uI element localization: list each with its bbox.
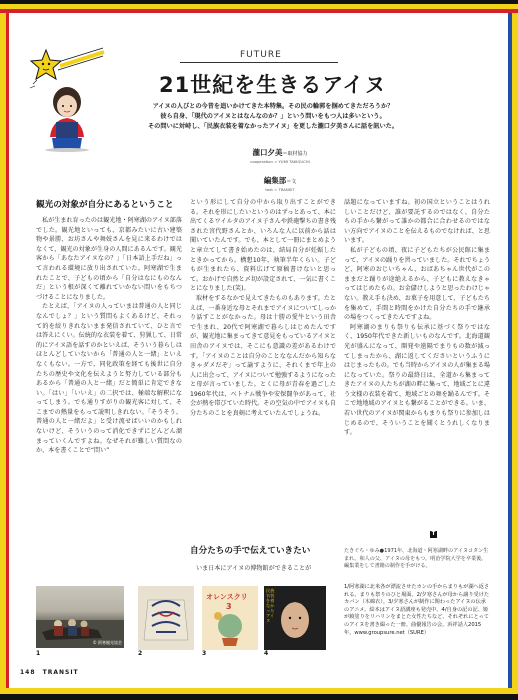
photo-number: 4 [264, 650, 269, 657]
section-rule [180, 62, 338, 63]
editor-sub: text = TRANSIT [265, 187, 295, 192]
book-number: 3 [226, 602, 232, 611]
border-left-red [6, 13, 9, 688]
photo-4 [264, 586, 326, 650]
credits [230, 140, 330, 192]
column-2 [190, 198, 336, 419]
border-top-red [0, 9, 518, 13]
lead-text [108, 102, 438, 132]
paragraph: 阿寒湖のまりも祭りも伝承に基づく祭りではなく、1950年代できた新しいものなんです。北海道観光が盛んになって、開発や遠隔でまりもの数が減ってしまったから、湖に返してくださいというふうにはじまったもの。でも当時からアイヌの人が集まる場になっていた。祭りの最終日は、全道から集まってきたアイヌの人たちが湖の畔に集って、地域ごとに違う文様の衣装を着て、地域ごとの舞を踊るんです。そこで地地域のアイヌとも繋がることができる。いま、若い世代のアイヌが関東からもまりも祭りに参加しはじめるので、そういうことを聞くとうれしくなります。 [344, 323, 490, 437]
column-2b [190, 564, 336, 574]
book-title: 民族衣装を着なかったアイヌ [266, 588, 275, 623]
lead-line: 彼ら自身、「現代のアイヌとはなんなのか？」という問いをもつ人は多いという。 [160, 113, 386, 120]
editor-role: ＝文 [286, 179, 297, 185]
photo-number: 3 [202, 650, 207, 657]
column-1 [36, 216, 182, 456]
book-title: オレンスクリ [206, 593, 248, 601]
article-page [20, 22, 498, 678]
paragraph: いま日本にアイヌの博物館ができることが [196, 565, 312, 572]
border-right-yellow [512, 13, 518, 688]
heading-tourism: 観光の対象が自分にあるということ [36, 200, 174, 210]
photo-captions: 1/阿寒湖に北米各が漂流させたカンの手からまりもが湖へ返される。まりも祭りのひと場面。2/夕寒さんが母から譲り受けたカバン（木綿衣）。3/夕寒さんが制作に関わったアイヌの伝承のアニメ。絵本はアイヌ語講座も発売中。4/自身の記の記、姫が鏡塗りをリハリンをまとた女性たちなど、それぞれにとってのアイヌを書き綴った一冊。曲優報告の会。浜祥話人2015年。www.groupsure.net（SURE） [344, 584, 490, 636]
paragraph: 話題になっていますね。初の国立ということはうれしいことだけど、誰が要託するのではなく、自分たちの手から繋がって誰かの都合に合わせるのではない方向でアイヌのことを伝えるものでなければ、と思います。 [344, 199, 490, 245]
photo-2 [138, 586, 194, 650]
paragraph: 私が子どもの頃、夜に子どもたちが公民館に集まって、アイヌの踊りを習っていました。それでちょうど、阿寒のおじいちゃん、おばあちゃん世代がこのままだと踊りが途絶えるから、子どもに教えなきゃってはじめたもの。お金儲けしようと思ったわけじゃない。教え手も決め、お菓子を用意して、子どもたちを集めて、手間と時間をかけた自分たちの手で継承の場をつくってきたんですよね。 [344, 246, 491, 322]
paragraph: たとえば、「アイヌの人っていまは普通の人と同じなんでしょ？」という質問もよくあるけど、それって的を絞りきれないまま発信されていて、ひと言では答えにくい。伝統的な衣装を着て、狩猟して、日常的にアイヌ語を話すのかといえば、そういう暮らしはほとんどしていないから「普通の人と一緒」といえなくもない。一方で、同化政策を経ても後世に自分たちの歴史や文化を伝えようと努力している部分もあるから「普通の人と一緒」だと簡単に肯定できない。「はい」「いいえ」の二択では、極端な解釈になってしまう。でも通りすがりの観光客に対して、そこまでの熱量をもって説明しきれない。「そうそう、普通の人と一緒だよ」と受け流せばいいのかもしれないけど、そういうのって消化できずにどんどん溜まっていくんですよね。なぜそれが難しい質問なのか、本を書くことで“問い” [36, 303, 183, 455]
paragraph: 私が生まれ育ったのは観光地・阿寒湖のアイヌ部落でした。観光地といっても、京都みたいに古い建築物や景勝、お坊さんや舞妓さんを見に来るわけではなくて、観光の対象が生身の人間にあるんです。観光客から「あなたアイヌなの？」「日本語上手だね」って言われる環境に放り出されていた。阿寒湖で生まれたことで、子どもの頃から「自分はなにものなんだ」という根が深くて離れていかない問いをもちつづけることになりました。 [36, 217, 182, 301]
photo-credit: © 阿寒観光協会 [92, 640, 122, 645]
photo-number: 2 [138, 650, 143, 657]
page-title: 21世紀を生きるアイヌ [159, 73, 387, 97]
portrait-illustration [32, 82, 102, 152]
column-3 [344, 198, 490, 438]
paragraph: という形にして自分の中から取り出すことができる。それを形にしたいというのはずっとあって、本に出てくるワイルタのアイヌ子さんや鉄砲撃ちの書き残された宮代野さんとか、いろんな人に以前から話は聞いていたんです。でも、本として一冊にまとめようと章立てして書き始めたのは、結局自分が妊娠したときかってから。構想10年、執筆半年くらい。子どもが生まれたら、資料広げて原稿書けないと思って。おかげで自然と〆切が設定されて、一気に書くことになりました(笑)。 [190, 199, 337, 293]
photo-3 [202, 586, 258, 650]
photo-number: 1 [36, 650, 41, 657]
end-mark: T [431, 531, 436, 537]
profile: たきぐち・ゆみ●1971年、北海道・阿寒湖畔のアイヌコタン生まれ。和人の父、アイヌの母をもつ。明治学院大学を卒業後、編集業をして書籍の制作を手がける。 [344, 548, 489, 570]
lead-line: その問いに対峙し、「民族衣装を着なかったアイヌ」を更した瀧口夕美さんに話を訊いた。 [147, 123, 399, 130]
border-bottom-yellow [0, 688, 518, 694]
heading-transmit: 自分たちの手で伝えていきたい [190, 546, 311, 556]
border-bottom-black [0, 694, 518, 700]
paragraph: 取材をするなかで見えてきたものもあります。たとえば、一番身近な母とそれまでアイヌについてしっかり話すことがなかった。母は十勝の愛牛という田舎で生まれ、20代で阿寒湖で暮らしはじめたんですが、観光地に集まってきて意見をもっているアイヌと田舎のアイヌでは、そこにも意識の差があるわけです。「アイヌのことは自分のことななんだから知らなきゃダメだぞ」って諭すように、それくまで年上の人に出会って、アイヌについて勉強するようになったと母が言っていました。とくに母が青春を過ごした1960年代は、ベトナム戦争や安保闘争があって、社会が熱を帯びていた時代。その空気の中でアイヌも自分たちのことを真剣に考えていたんでしょうね。 [190, 294, 336, 418]
lead-line: アイヌの人びとの今昔を追いかけてきた本特集。その民の輪郭を掴めてきただろうか？ [152, 103, 394, 110]
editor-name: 編集部 [263, 176, 287, 185]
photo-1 [36, 586, 124, 648]
author-sub: cooperation = YUMI TAKIGUCHI [250, 159, 310, 164]
page-footer [20, 669, 79, 676]
border-right-blue [508, 13, 512, 688]
page-number: 148 [20, 669, 36, 676]
author-name: 瀧口夕美 [252, 148, 283, 157]
section-label: FUTURE [240, 50, 282, 60]
magazine-name: TRANSIT [42, 669, 79, 676]
author-role: ＝取材協力 [282, 151, 308, 157]
